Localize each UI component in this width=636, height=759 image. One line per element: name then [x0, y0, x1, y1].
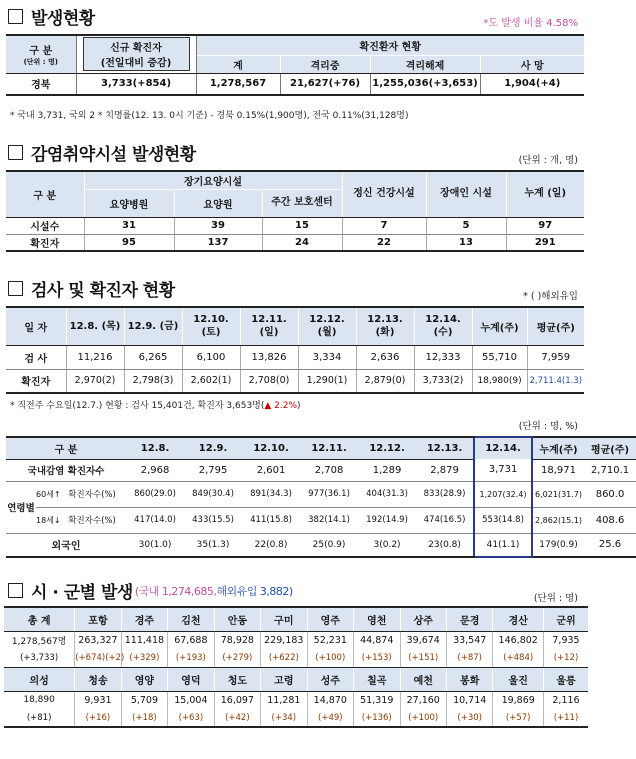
header-day: 12.9. (금) [124, 307, 182, 345]
region-delta: (+42) [214, 709, 260, 727]
region-total: 5,709 [121, 691, 167, 709]
table-cell-highlighted: 41(1.1) [474, 533, 532, 557]
table-cell: 35(1.3) [184, 533, 242, 557]
header-day: 12.10. [242, 437, 300, 459]
table-cell: 39 [174, 217, 262, 234]
region-header: 고령 [261, 667, 307, 691]
table-cell: 417(14.0) [126, 507, 184, 533]
header-day: 12.8. [126, 437, 184, 459]
region-header: 경주 [121, 607, 167, 631]
header-date: 일 자 [6, 307, 66, 345]
table-cell: 2,710.1 [584, 459, 636, 481]
header-cumulative: 누계 (일) [506, 171, 584, 217]
checkbox-icon [8, 281, 23, 296]
table-cell: 408.6 [584, 507, 636, 533]
cell-deaths: 1,904(+4) [480, 73, 584, 95]
row-label-age: 연령별 [6, 481, 36, 533]
table-cell: 30(1.0) [126, 533, 184, 557]
region-delta: (+674)(+2) [75, 649, 121, 667]
table-cell: 2,879(0) [356, 369, 414, 393]
table-cell: 411(15.8) [242, 507, 300, 533]
region-header: 칠곡 [354, 667, 400, 691]
table-cell: 2,602(1) [182, 369, 240, 393]
row-label-foreigner: 외국인 [6, 533, 126, 557]
header-weekly-avg: 평균(주) [527, 307, 584, 345]
header-day: 12.13. [416, 437, 474, 459]
region-delta: (+3,733) [4, 649, 75, 667]
table-cell: 977(36.1) [300, 481, 358, 507]
row-label-gyeongbuk: 경북 [6, 73, 76, 95]
header-weekly-avg: 평균(주) [584, 437, 636, 459]
region-total: 229,183 [261, 631, 307, 649]
age-18-label: 18세↓ [36, 507, 58, 533]
region-total: 15,004 [168, 691, 214, 709]
region-delta: (+87) [446, 649, 492, 667]
section-title-vulnerable: 감염취약시설 발생현황 [8, 140, 196, 165]
table-cell: 860(29.0) [126, 481, 184, 507]
table-cell: 7,959 [527, 345, 584, 369]
header-gubun-s4: 구 분 [6, 437, 126, 459]
region-total: 11,281 [261, 691, 307, 709]
header-day: 12.10. (토) [182, 307, 240, 345]
checkbox-icon [8, 145, 23, 160]
region-header: 군위 [543, 607, 588, 631]
header-new-cases: 신규 확진자 [110, 43, 162, 55]
region-delta: (+100) [400, 709, 446, 727]
region-header: 포항 [75, 607, 121, 631]
table-cell: 433(15.5) [184, 507, 242, 533]
table-cell: 860.0 [584, 481, 636, 507]
cell-total: 1,278,567 [196, 73, 280, 95]
region-delta: (+279) [214, 649, 260, 667]
header-nursing-home: 요양원 [174, 189, 262, 217]
table-cell: 24 [262, 234, 342, 251]
tests-table [6, 306, 584, 394]
region-header: 경산 [493, 607, 544, 631]
region-total: 111,418 [121, 631, 167, 649]
table-cell: 25.6 [584, 533, 636, 557]
header-day: 12.13. (화) [356, 307, 414, 345]
region-total: 52,231 [307, 631, 353, 649]
prev-wednesday-note: * 직전주 수요일(12.7.) 현황 : 검사 15,401건, 확진자 3,653명(▲ 2.2%) [10, 401, 301, 411]
header-long-term-care: 장기요양시설 [84, 171, 342, 189]
table-cell: 833(28.9) [416, 481, 474, 507]
region-delta: (+16) [75, 709, 121, 727]
region-header: 예천 [400, 667, 446, 691]
table-cell: 18,971 [532, 459, 584, 481]
region-header: 안동 [214, 607, 260, 631]
region-total: 19,869 [493, 691, 544, 709]
header-day-care: 주간 보호센터 [262, 189, 342, 217]
header-disabled: 장애인 시설 [426, 171, 506, 217]
table-cell: 2,879 [416, 459, 474, 481]
section-title-regional: 시 · 군별 발생 (국내 1,274,685, 해외유입 3,882) [8, 578, 293, 603]
table-cell: 3,334 [298, 345, 356, 369]
table-cell: 3,733(2) [414, 369, 472, 393]
header-mental-health: 정신 건강시설 [342, 171, 426, 217]
table-cell: 11,216 [66, 345, 124, 369]
header-nursing-hospital: 요양병원 [84, 189, 174, 217]
table-cell: 31 [84, 217, 174, 234]
region-header: 영주 [307, 607, 353, 631]
header-unit: (단위 : 명) [23, 57, 58, 66]
header-day-highlighted: 12.14. [474, 437, 532, 459]
region-total: 44,874 [354, 631, 400, 649]
cell-released: 1,255,036(+3,653) [370, 73, 480, 95]
table-cell: 2,862(15.1) [532, 507, 584, 533]
region-delta: (+153) [354, 649, 400, 667]
age-table [6, 436, 636, 558]
table-cell: 2,795 [184, 459, 242, 481]
region-total: 1,278,567명 [11, 636, 67, 647]
region-header: 봉화 [446, 667, 492, 691]
table-cell: 192(14.9) [358, 507, 416, 533]
region-header: 영천 [354, 607, 400, 631]
region-delta: (+136) [354, 709, 400, 727]
region-total: 16,097 [214, 691, 260, 709]
row-label-tests: 검 사 [6, 345, 66, 369]
region-total: 51,319 [354, 691, 400, 709]
table-cell: 95 [84, 234, 174, 251]
region-delta: (+63) [168, 709, 214, 727]
region-delta: (+12) [543, 649, 588, 667]
region-delta: (+484) [493, 649, 544, 667]
table-cell: 2,708 [300, 459, 358, 481]
table-cell: 12,333 [414, 345, 472, 369]
row-label-count-pct: 확진자수(%) [58, 481, 126, 507]
checkbox-icon [8, 583, 23, 598]
header-day: 12.11. [300, 437, 358, 459]
header-gubun-s2: 구 분 [6, 171, 84, 217]
table-cell: 2,970(2) [66, 369, 124, 393]
table-cell: 291 [506, 234, 584, 251]
table-cell: 6,100 [182, 345, 240, 369]
region-total: 33,547 [446, 631, 492, 649]
table-cell: 2,601 [242, 459, 300, 481]
region-delta: (+18) [121, 709, 167, 727]
table-cell: 13,826 [240, 345, 298, 369]
table-cell: 179(0.9) [532, 533, 584, 557]
region-header: 청도 [214, 667, 260, 691]
row-label-domestic: 국내감염 확진자수 [6, 459, 126, 481]
region-total: 78,928 [214, 631, 260, 649]
header-day: 12.11. (일) [240, 307, 298, 345]
region-total: 263,327 [75, 631, 121, 649]
region-header: 성주 [307, 667, 353, 691]
table-cell: 25(0.9) [300, 533, 358, 557]
fatality-note: * 국내 3,731, 국외 2 * 치명률(12. 13. 0시 기준) - 경북 0.15%(1,900명), 전국 0.11%(31,128명) [10, 111, 409, 121]
table-cell: 22(0.8) [242, 533, 300, 557]
regional-table [4, 606, 588, 728]
region-total: 9,931 [75, 691, 121, 709]
table-cell: 15 [262, 217, 342, 234]
domestic-count: (국내 1,274,685, [134, 584, 217, 598]
table-cell: 97 [506, 217, 584, 234]
header-day: 12.8. (목) [66, 307, 124, 345]
table-cell: 2,968 [126, 459, 184, 481]
region-delta: (+11) [543, 709, 588, 727]
region-delta: (+151) [400, 649, 446, 667]
header-total-group: 확진환자 현황 [196, 35, 584, 55]
region-total: 14,870 [307, 691, 353, 709]
overseas-note: * ( )해외유입 [523, 291, 578, 302]
outbreak-table [6, 34, 584, 96]
cell-isolating: 21,627(+76) [280, 73, 370, 95]
region-header: 영덕 [168, 667, 214, 691]
header-new-sub: (전일대비 증감) [100, 58, 172, 70]
region-delta: (+329) [121, 649, 167, 667]
header-day: 12.12. (월) [298, 307, 356, 345]
region-header: 영양 [121, 667, 167, 691]
unit-label-s4: (단위 : 명, %) [518, 421, 578, 432]
section-title-tests: 검사 및 확진자 현황 [8, 276, 175, 301]
table-cell: 404(31.3) [358, 481, 416, 507]
region-header: 구미 [261, 607, 307, 631]
table-cell: 382(14.1) [300, 507, 358, 533]
region-total: 27,160 [400, 691, 446, 709]
section-title-outbreak: 발생현황 [8, 4, 95, 29]
table-cell: 2,636 [356, 345, 414, 369]
header-col-released: 격리해제 [370, 55, 480, 73]
row-label-confirmed: 확진자 [6, 369, 66, 393]
region-header: 청송 [75, 667, 121, 691]
unit-label-s2: (단위 : 개, 명) [518, 155, 578, 166]
table-cell: 474(16.5) [416, 507, 474, 533]
table-cell-highlighted: 3,731 [474, 459, 532, 481]
checkbox-icon [8, 9, 23, 24]
header-col-isolating: 격리중 [280, 55, 370, 73]
region-delta: (+30) [446, 709, 492, 727]
table-cell: 1,290(1) [298, 369, 356, 393]
header-weekly-sum: 누계(주) [472, 307, 527, 345]
region-header: 상주 [400, 607, 446, 631]
vulnerable-table [6, 170, 584, 252]
table-cell: 55,710 [472, 345, 527, 369]
region-total: 67,688 [168, 631, 214, 649]
table-cell: 2,708(0) [240, 369, 298, 393]
region-total: 39,674 [400, 631, 446, 649]
region-header: 문경 [446, 607, 492, 631]
header-day: 12.14. (수) [414, 307, 472, 345]
table-cell-highlighted: 1,207(32.4) [474, 481, 532, 507]
region-delta: (+81) [4, 709, 75, 727]
table-cell: 7 [342, 217, 426, 234]
header-weekly-sum: 누계(주) [532, 437, 584, 459]
unit-label-s5: (단위 : 명) [533, 593, 578, 604]
header-day: 12.9. [184, 437, 242, 459]
table-cell: 18,980(9) [472, 369, 527, 393]
cell-new-cases: 3,733(+854) [76, 73, 196, 95]
table-cell: 2,798(3) [124, 369, 182, 393]
table-cell: 6,265 [124, 345, 182, 369]
table-cell: 5 [426, 217, 506, 234]
region-total: 146,802 [493, 631, 544, 649]
table-cell: 3(0.2) [358, 533, 416, 557]
region-header: 의성 [4, 667, 75, 691]
overseas-count: 해외유입 3,882) [216, 584, 293, 598]
region-delta: (+49) [307, 709, 353, 727]
table-cell: 23(0.8) [416, 533, 474, 557]
region-total: 2,116 [543, 691, 588, 709]
row-label-confirmed: 확진자 [6, 234, 84, 251]
header-gubun: 구 분 [29, 45, 53, 57]
row-label-facilities: 시설수 [6, 217, 84, 234]
row-label-count-pct: 확진자수(%) [58, 507, 126, 533]
region-delta: (+193) [168, 649, 214, 667]
region-header: 울진 [493, 667, 544, 691]
region-delta: (+622) [261, 649, 307, 667]
ratio-note: *도 발생 비율 4.58% [483, 18, 578, 29]
region-delta: (+34) [261, 709, 307, 727]
table-cell: 1,289 [358, 459, 416, 481]
table-cell: 891(34.3) [242, 481, 300, 507]
region-header: 총 계 [4, 607, 75, 631]
age-60-label: 60세↑ [36, 481, 58, 507]
header-col-total: 계 [196, 55, 280, 73]
region-header: 김천 [168, 607, 214, 631]
table-cell: 137 [174, 234, 262, 251]
region-delta: (+100) [307, 649, 353, 667]
region-total: 18,890 [23, 695, 55, 706]
region-header: 울릉 [543, 667, 588, 691]
region-total: 7,935 [543, 631, 588, 649]
header-col-deaths: 사 망 [480, 55, 584, 73]
table-cell: 22 [342, 234, 426, 251]
header-day: 12.12. [358, 437, 416, 459]
table-cell: 13 [426, 234, 506, 251]
region-delta: (+57) [493, 709, 544, 727]
increase-indicator: ▲ 2.2% [264, 401, 298, 411]
table-cell: 2,711.4(1.3) [527, 369, 584, 393]
table-cell-highlighted: 553(14.8) [474, 507, 532, 533]
region-total: 10,714 [446, 691, 492, 709]
table-cell: 6,021(31.7) [532, 481, 584, 507]
table-cell: 849(30.4) [184, 481, 242, 507]
